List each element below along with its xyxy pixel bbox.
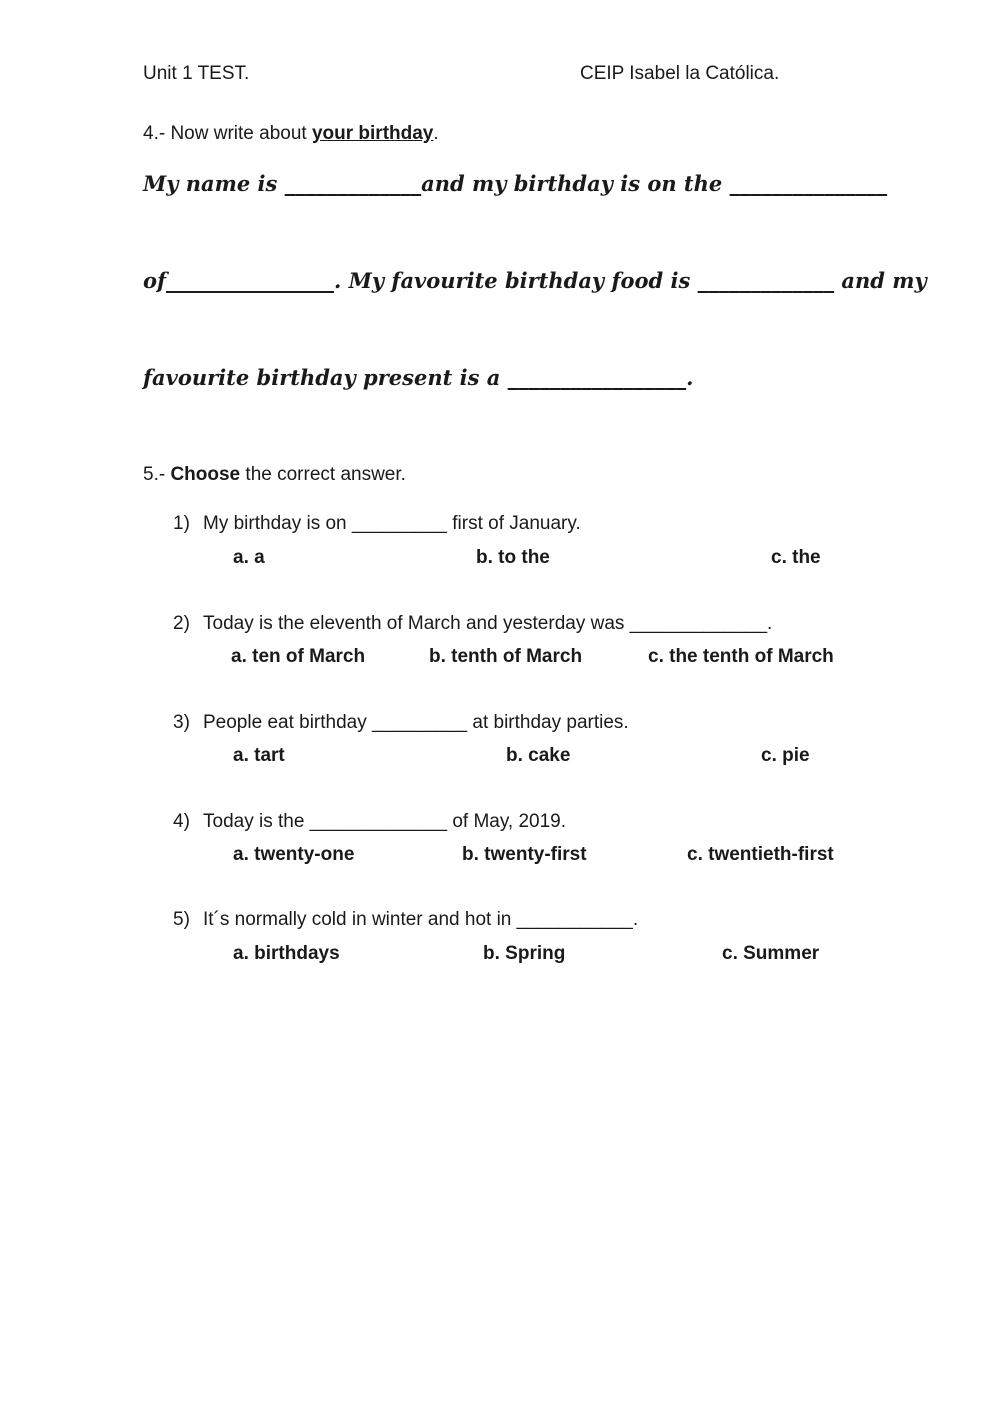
question-1-text: My birthday is on _________ first of January. bbox=[203, 513, 581, 534]
header-unit-title: Unit 1 TEST. bbox=[143, 63, 250, 84]
question-1-option-c: c. the bbox=[771, 547, 821, 568]
question-2-number: 2) bbox=[173, 613, 190, 634]
question-5-number: 5) bbox=[173, 909, 190, 930]
question-1-option-b: b. to the bbox=[476, 547, 550, 568]
question-4-option-b: b. twenty-first bbox=[462, 844, 587, 865]
question-3-text: People eat birthday _________ at birthday parties. bbox=[203, 712, 629, 733]
section-5-heading: 5.- Choose the correct answer. bbox=[143, 464, 406, 485]
question-1-number: 1) bbox=[173, 513, 190, 534]
question-2-option-a: a. ten of March bbox=[231, 646, 366, 667]
question-4-text: Today is the _____________ of May, 2019. bbox=[203, 811, 567, 832]
question-5-option-b: b. Spring bbox=[483, 943, 566, 964]
question-4-option-c: c. twentieth-first bbox=[687, 844, 834, 865]
section-4-line-1: My name is _____________and my birthday is on the _______________ bbox=[143, 171, 888, 196]
question-2-option-b: b. tenth of March bbox=[429, 646, 583, 667]
question-3-option-a: a. tart bbox=[233, 745, 285, 766]
question-1-option-a: a. a bbox=[233, 547, 265, 568]
section-4-line-2: of________________. My favourite birthday food is _____________ and my bbox=[143, 268, 927, 293]
question-2-option-c: c. the tenth of March bbox=[648, 646, 834, 667]
question-3-option-c: c. pie bbox=[761, 745, 810, 766]
section-4-line-3: favourite birthday present is a _________________. bbox=[143, 365, 694, 390]
section-4-heading: 4.- Now write about your birthday. bbox=[143, 123, 439, 144]
question-5-text: It´s normally cold in winter and hot in ___________. bbox=[203, 909, 639, 930]
question-4-number: 4) bbox=[173, 811, 190, 832]
question-2-text: Today is the eleventh of March and yesterday was _____________. bbox=[203, 613, 773, 634]
question-4-option-a: a. twenty-one bbox=[233, 844, 355, 865]
question-3-option-b: b. cake bbox=[506, 745, 571, 766]
section-5-emphasis: Choose bbox=[170, 464, 241, 485]
question-5-option-c: c. Summer bbox=[722, 943, 820, 964]
section-4-emphasis: your birthday bbox=[311, 123, 434, 144]
header-school-name: CEIP Isabel la Católica. bbox=[580, 63, 780, 84]
question-5-option-a: a. birthdays bbox=[233, 943, 340, 964]
question-3-number: 3) bbox=[173, 712, 190, 733]
